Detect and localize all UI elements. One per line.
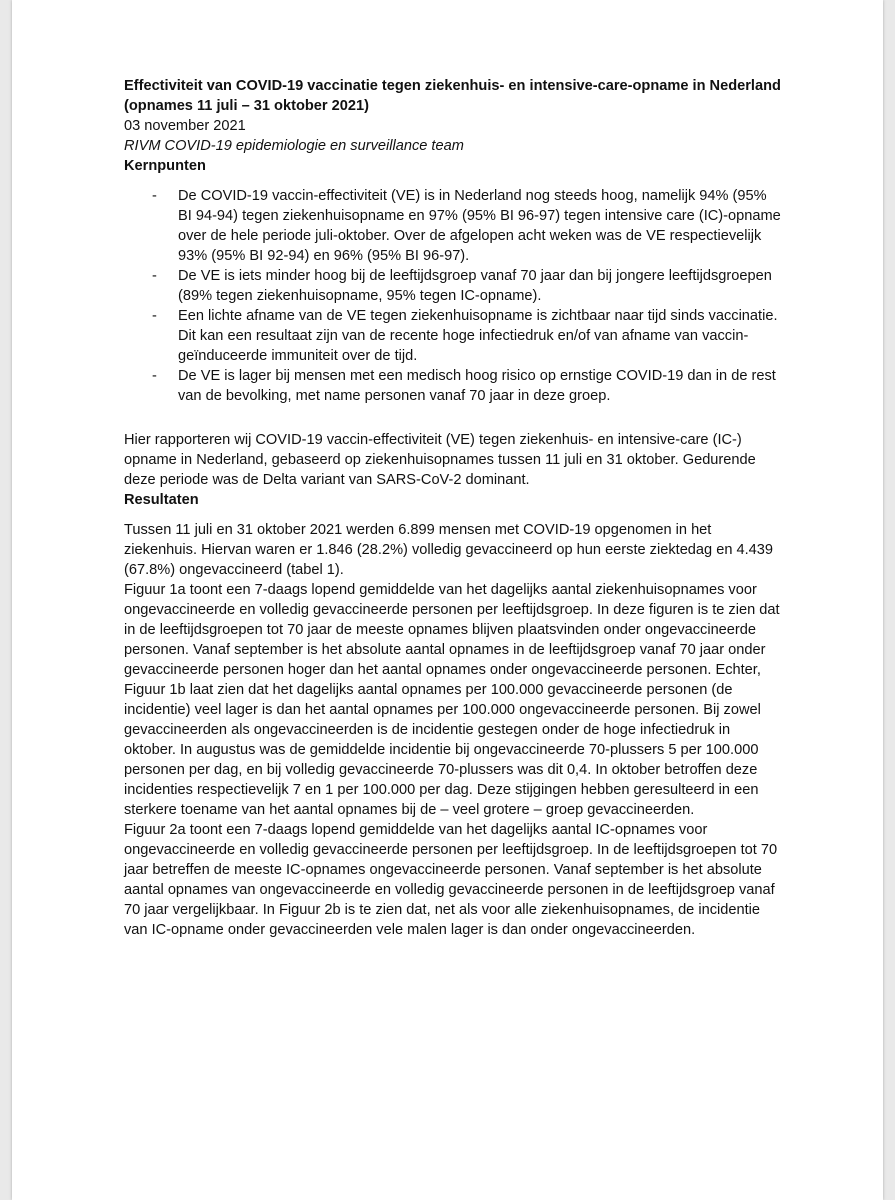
key-points-heading: Kernpunten — [124, 158, 206, 174]
results-paragraph: Figuur 2a toont een 7-daags lopend gemiddelde van het dagelijks aantal IC-opnames voor ongevaccineerde en volledig gevaccineerde personen per leeftijdsgroep. In de leeftijdsgroepen tot 70 jaar betreffen de meeste IC-opnames ongevaccineerde personen. Vanaf september is het absolute aantal opnames van ongevaccineerde en volledig gevaccineerde personen in de leeftijdsgroep vanaf 70 jaar vergelijkbaar. In Figuur 2b is te zien dat, net als voor alle ziekenhuisopnames, de incidentie van IC-opname onder gevaccineerden vele malen lager is dan onder ongevaccineerden. — [124, 822, 778, 938]
document-body — [124, 76, 784, 940]
key-point: - De VE is lager bij mensen met een medisch hoog risico op ernstige COVID-19 dan in de rest van de bevolking, met name personen vanaf 70 jaar in deze groep. — [124, 366, 784, 406]
document-date: 03 november 2021 — [124, 118, 246, 134]
document-title: Effectiviteit van COVID-19 vaccinatie tegen ziekenhuis- en intensive-care-opname in Nederland (opnames 11 juli – 31 oktober 2021) — [124, 78, 781, 114]
document-authors: RIVM COVID-19 epidemiologie en surveillance team — [124, 138, 464, 154]
results-paragraph: Tussen 11 juli en 31 oktober 2021 werden 6.899 mensen met COVID-19 opgenomen in het ziekenhuis. Hiervan waren er 1.846 (28.2%) volledig gevaccineerd op hun eerste ziektedag en 4.439 (67.8%) ongevaccineerd (tabel 1). — [124, 522, 774, 578]
key-point: - Een lichte afname van de VE tegen ziekenhuisopname is zichtbaar naar tijd sinds vaccinatie. Dit kan een resultaat zijn van de recente hoge infectiedruk en/of van afname van vaccin-geïnduceerde immuniteit over de tijd. — [124, 306, 784, 366]
key-point: - De VE is iets minder hoog bij de leeftijdsgroep vanaf 70 jaar dan bij jongere leeftijdsgroepen (89% tegen ziekenhuisopname, 95% tegen IC-opname). — [124, 266, 784, 306]
document-page — [12, 0, 883, 1200]
intro-paragraph: Hier rapporteren wij COVID-19 vaccin-effectiviteit (VE) tegen ziekenhuis- en intensive-care (IC-) opname in Nederland, gebaseerd op ziekenhuisopnames tussen 11 juli en 31 oktober. Gedurende deze periode was de Delta variant van SARS-CoV-2 dominant. — [124, 432, 756, 488]
key-point: - De COVID-19 vaccin-effectiviteit (VE) is in Nederland nog steeds hoog, namelijk 94% (95% BI 94-94) tegen ziekenhuisopname en 97% (95% BI 96-97) tegen intensive care (IC)-opname over de hele periode juli-oktober. Over de afgelopen acht weken was de VE respectievelijk 93% (95% BI 92-94) en 96% (95% BI 96-97). — [124, 186, 784, 266]
results-paragraph: Figuur 1a toont een 7-daags lopend gemiddelde van het dagelijks aantal ziekenhuisopnames voor ongevaccineerde en volledig gevaccineerde personen per leeftijdsgroep. In deze figuren is te zien dat in de leeftijdsgroepen tot 70 jaar de meeste opnames blijven plaatsvinden onder ongevaccineerde personen. Vanaf september is het absolute aantal opnames in de leeftijdsgroep vanaf 70 jaar onder gevaccineerde personen hoger dan het aantal opnames onder ongevaccineerde personen. Echter, Figuur 1b laat zien dat het dagelijks aantal opnames per 100.000 gevaccineerde personen (de incidentie) veel lager is dan het aantal opnames per 100.000 ongevaccineerde personen. Bij zowel gevaccineerden als ongevaccineerden is de incidentie gestegen onder de hoge infectiedruk in oktober. In augustus was de gemiddelde incidentie bij ongevaccineerde 70-plussers 5 per 100.000 personen per dag, en bij volledig gevaccineerde 70-plussers was dit 0,4. In oktober betroffen deze incidenties respectievelijk 7 en 1 per 100.000 per dag. Deze stijgingen hebben geresulteerd in een sterkere toename van het aantal opnames bij de – veel grotere – groep gevaccineerden. — [124, 582, 780, 818]
key-points-list — [124, 186, 784, 406]
results-heading: Resultaten — [124, 492, 199, 508]
